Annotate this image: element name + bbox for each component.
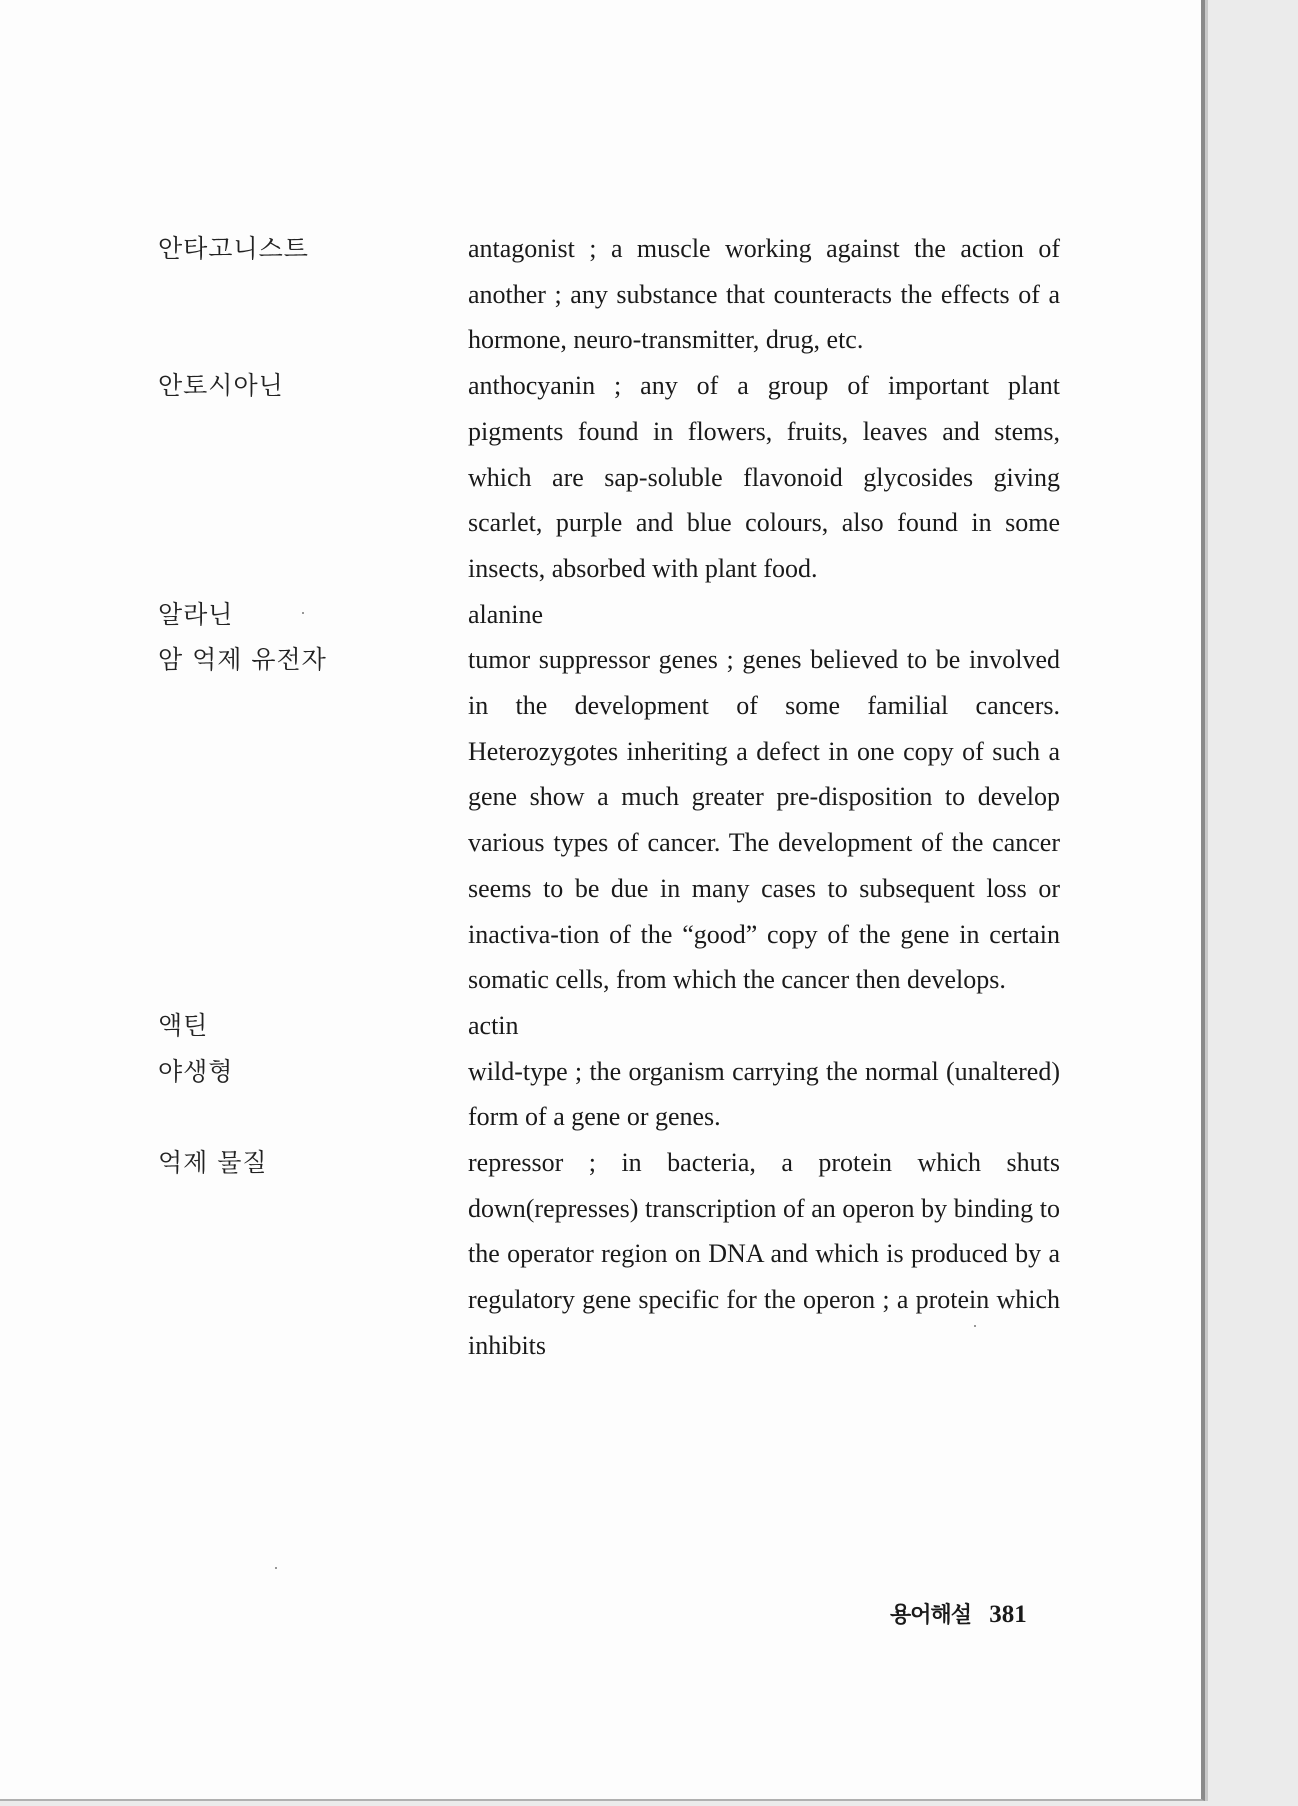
footer-section-label: 용어해설 xyxy=(890,1603,972,1628)
glossary-entry xyxy=(0,592,1205,638)
page-number: 381 xyxy=(989,1601,1027,1628)
entry-definition: antagonist ; a muscle working against the action of another ; any substance that counteracts the effects of a hormone, neuro-transmitter, drug, etc. xyxy=(468,234,1060,355)
page-edge xyxy=(1205,0,1208,1801)
entry-definition: actin xyxy=(468,1010,519,1040)
entry-term: 알라닌 xyxy=(158,599,234,629)
glossary-entry xyxy=(0,1049,1205,1140)
glossary-entries xyxy=(0,226,1205,1369)
glossary-entry xyxy=(0,363,1205,592)
glossary-entry xyxy=(0,637,1205,1003)
scan-speck xyxy=(974,1325,976,1327)
entry-term: 암 억제 유전자 xyxy=(158,645,327,675)
scan-speck xyxy=(275,1567,277,1569)
entry-definition: tumor suppressor genes ; genes believed to be involved in the development of some familial cancers. Heterozygotes inheriting a defect in one copy of such a gene show a much greater pre-disposition to develop various types of cancer. The development of the cancer seems to be due in many cases to subsequent loss or inactiva-tion of the “good” copy of the gene in certain somatic cells, from which the cancer then develops. xyxy=(468,645,1060,995)
entry-term: 안타고니스트 xyxy=(158,234,309,263)
glossary-entry xyxy=(0,226,1205,363)
entry-definition: alanine xyxy=(468,599,544,629)
page-footer xyxy=(890,1598,1027,1629)
scan-speck xyxy=(302,612,304,614)
entry-definition: wild-type ; the organism carrying the normal (unaltered) form of a gene or genes. xyxy=(468,1056,1060,1132)
entry-definition: anthocyanin ; any of a group of important plant pigments found in flowers, fruits, leaves and stems, which are sap-soluble flavonoid glycosides giving scarlet, purple and blue colours, also found in some insects, absorbed with plant food. xyxy=(468,371,1060,583)
glossary-entry xyxy=(0,1003,1205,1049)
entry-term: 안토시아닌 xyxy=(158,371,284,401)
entry-term: 억제 물질 xyxy=(158,1148,268,1178)
glossary-entry xyxy=(0,1140,1205,1369)
entry-term: 액틴 xyxy=(158,1010,209,1040)
entry-definition: repressor ; in bacteria, a protein which shuts down(represses) transcription of an operon by binding to the operator region on DNA and which is produced by a regulatory gene specific for the operon ; a protein which inhibits xyxy=(468,1148,1060,1360)
entry-term: 야생형 xyxy=(158,1056,234,1086)
